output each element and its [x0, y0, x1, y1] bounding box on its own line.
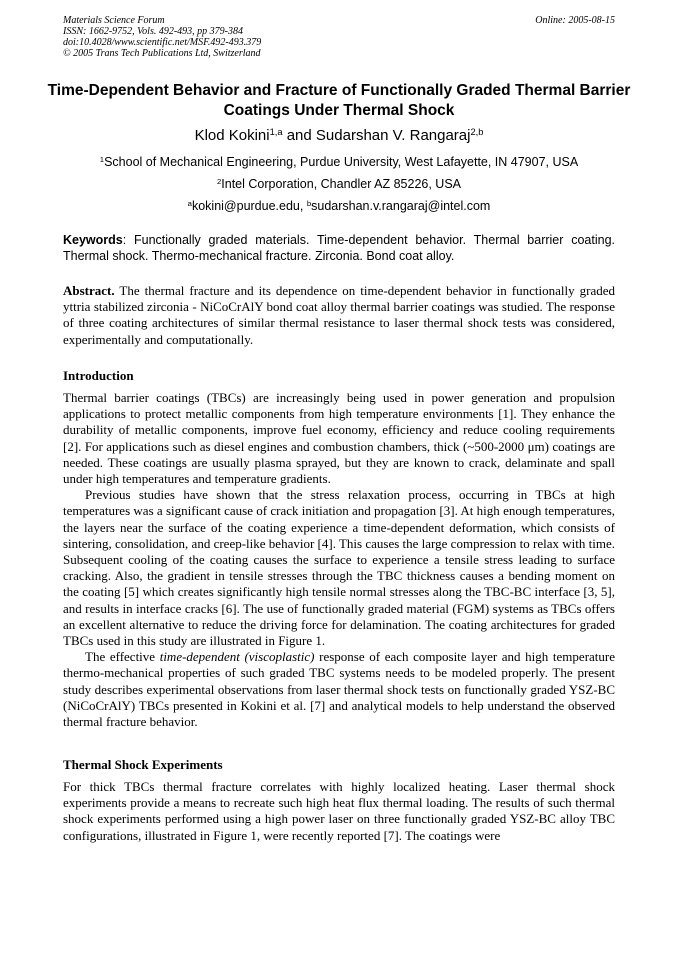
journal-header	[63, 15, 261, 59]
introduction-heading: Introduction	[63, 368, 134, 383]
abstract-label: Abstract.	[63, 283, 115, 298]
author-name: Sudarshan V. Rangaraj	[315, 127, 471, 144]
affiliation-text: Intel Corporation, Chandler AZ 85226, USA	[221, 177, 462, 191]
introduction-body	[63, 390, 615, 730]
doi-line: doi:10.4028/www.scientific.net/MSF.492-493.379	[63, 37, 262, 48]
author-list	[0, 127, 678, 145]
email-link[interactable]: kokini@purdue.edu,	[191, 199, 307, 213]
abstract-section	[63, 283, 615, 348]
introduction-paragraph	[63, 649, 615, 730]
thermal-shock-paragraph: For thick TBCs thermal fracture correlates with highly localized heating. Laser thermal shock experiments provide a means to recreate such high heat flux thermal loading. The results of such thermal shock experiments performed using a high power laser on three functionally graded YSZ-BC alloy TBC configurations, illustrated in Figure 1, were recently reported [7]. The coatings were	[63, 779, 615, 843]
author-superscript: 1,a	[269, 126, 283, 137]
thermal-shock-body	[63, 779, 615, 844]
paragraph-text: The effective	[85, 649, 160, 665]
affiliation-2	[0, 177, 678, 192]
email-superscript: b	[306, 198, 312, 208]
keywords-section	[63, 233, 615, 264]
introduction-paragraph: Previous studies have shown that the stress relaxation process, occurring in TBCs at high temperatures was a significant cause of crack initiation and propagation [3]. At high enough temperatures, the layers near the surface of the coating experience a time-dependent deformation, which consists of sintering, consolidation, and creep-like behavior [4]. This causes the large compression to relax with time. Subsequent cooling of the coating causes the surface to experience a tensile stress leading to surface cracking. Also, the gradient in tensile stresses through the TBC thickness causes a bending moment on the coating [5] which creates significantly high tensile normal stresses along the TBC-BC interface [3, 5], and results in interface cracks [6]. The use of functionally graded material (FGM) systems as TBCs offers an excellent alternative to reduce the driving force for delamination. The coating architectures for graded TBCs used in this study are illustrated in Figure 1.	[63, 487, 615, 649]
issn-line: ISSN: 1662-9752, Vols. 492-493, pp 379-384	[63, 26, 243, 37]
author-emails	[0, 199, 678, 214]
affiliation-1	[0, 155, 678, 170]
emphasis-text: time-dependent (viscoplastic)	[159, 649, 315, 665]
paper-title: Time-Dependent Behavior and Fracture of Functionally Graded Thermal Barrier Coatings Under Thermal Shock	[47, 82, 631, 119]
affiliation-text: School of Mechanical Engineering, Purdue University, West Lafayette, IN 47907, USA	[104, 155, 579, 169]
email-link[interactable]: sudarshan.v.rangaraj@intel.com	[311, 199, 491, 213]
author-conjunction: and	[282, 127, 316, 144]
author-name: Klod Kokini	[194, 127, 270, 144]
journal-name: Materials Science Forum	[63, 15, 165, 26]
abstract-paragraph	[63, 283, 615, 348]
introduction-paragraph: Thermal barrier coatings (TBCs) are increasingly being used in power generation and propulsion applications to protect metallic components from high temperature environments [1]. They enhance the durability of metallic components, improve fuel economy, efficiency and reduce cooling requirements [2]. For applications such as diesel engines and combustion chambers, thick (~500-2000 μm) coatings are needed. These coatings are usually plasma sprayed, but they are known to crack, delaminate and spall under high temperatures and temperature gradients.	[63, 390, 615, 487]
thermal-shock-heading: Thermal Shock Experiments	[63, 757, 223, 772]
email-superscript: a	[187, 198, 192, 208]
keywords-label: Keywords	[63, 233, 123, 247]
copyright-line: © 2005 Trans Tech Publications Ltd, Switzerland	[63, 48, 261, 59]
affiliation-superscript: 1	[99, 154, 105, 164]
affiliation-superscript: 2	[216, 176, 222, 186]
paragraph-text: response of each composite layer and high temperature thermo-mechanical properties of such graded TBC systems needs to be modeled properly. The present study describes experimental observations from laser thermal shock tests on functionally graded YSZ-BC (NiCoCrAlY) TBCs presented in Kokini et al. [7] and analytical models to help understand the observed thermal fracture behavior.	[63, 649, 615, 730]
author-superscript: 2,b	[470, 126, 484, 137]
online-date: Online: 2005-08-15	[535, 15, 615, 26]
abstract-text: The thermal fracture and its dependence on time-dependent behavior in functionally graded yttria stabilized zirconia - NiCoCrAlY bond coat alloy thermal barrier coatings was studied. The response of three coating architectures of similar thermal resistance to laser thermal shock tests was considered, experimentally and computationally.	[63, 283, 615, 347]
keywords-text: : Functionally graded materials. Time-dependent behavior. Thermal barrier coating. Thermal shock. Thermo-mechanical fracture. Zirconia. Bond coat alloy.	[63, 233, 615, 263]
